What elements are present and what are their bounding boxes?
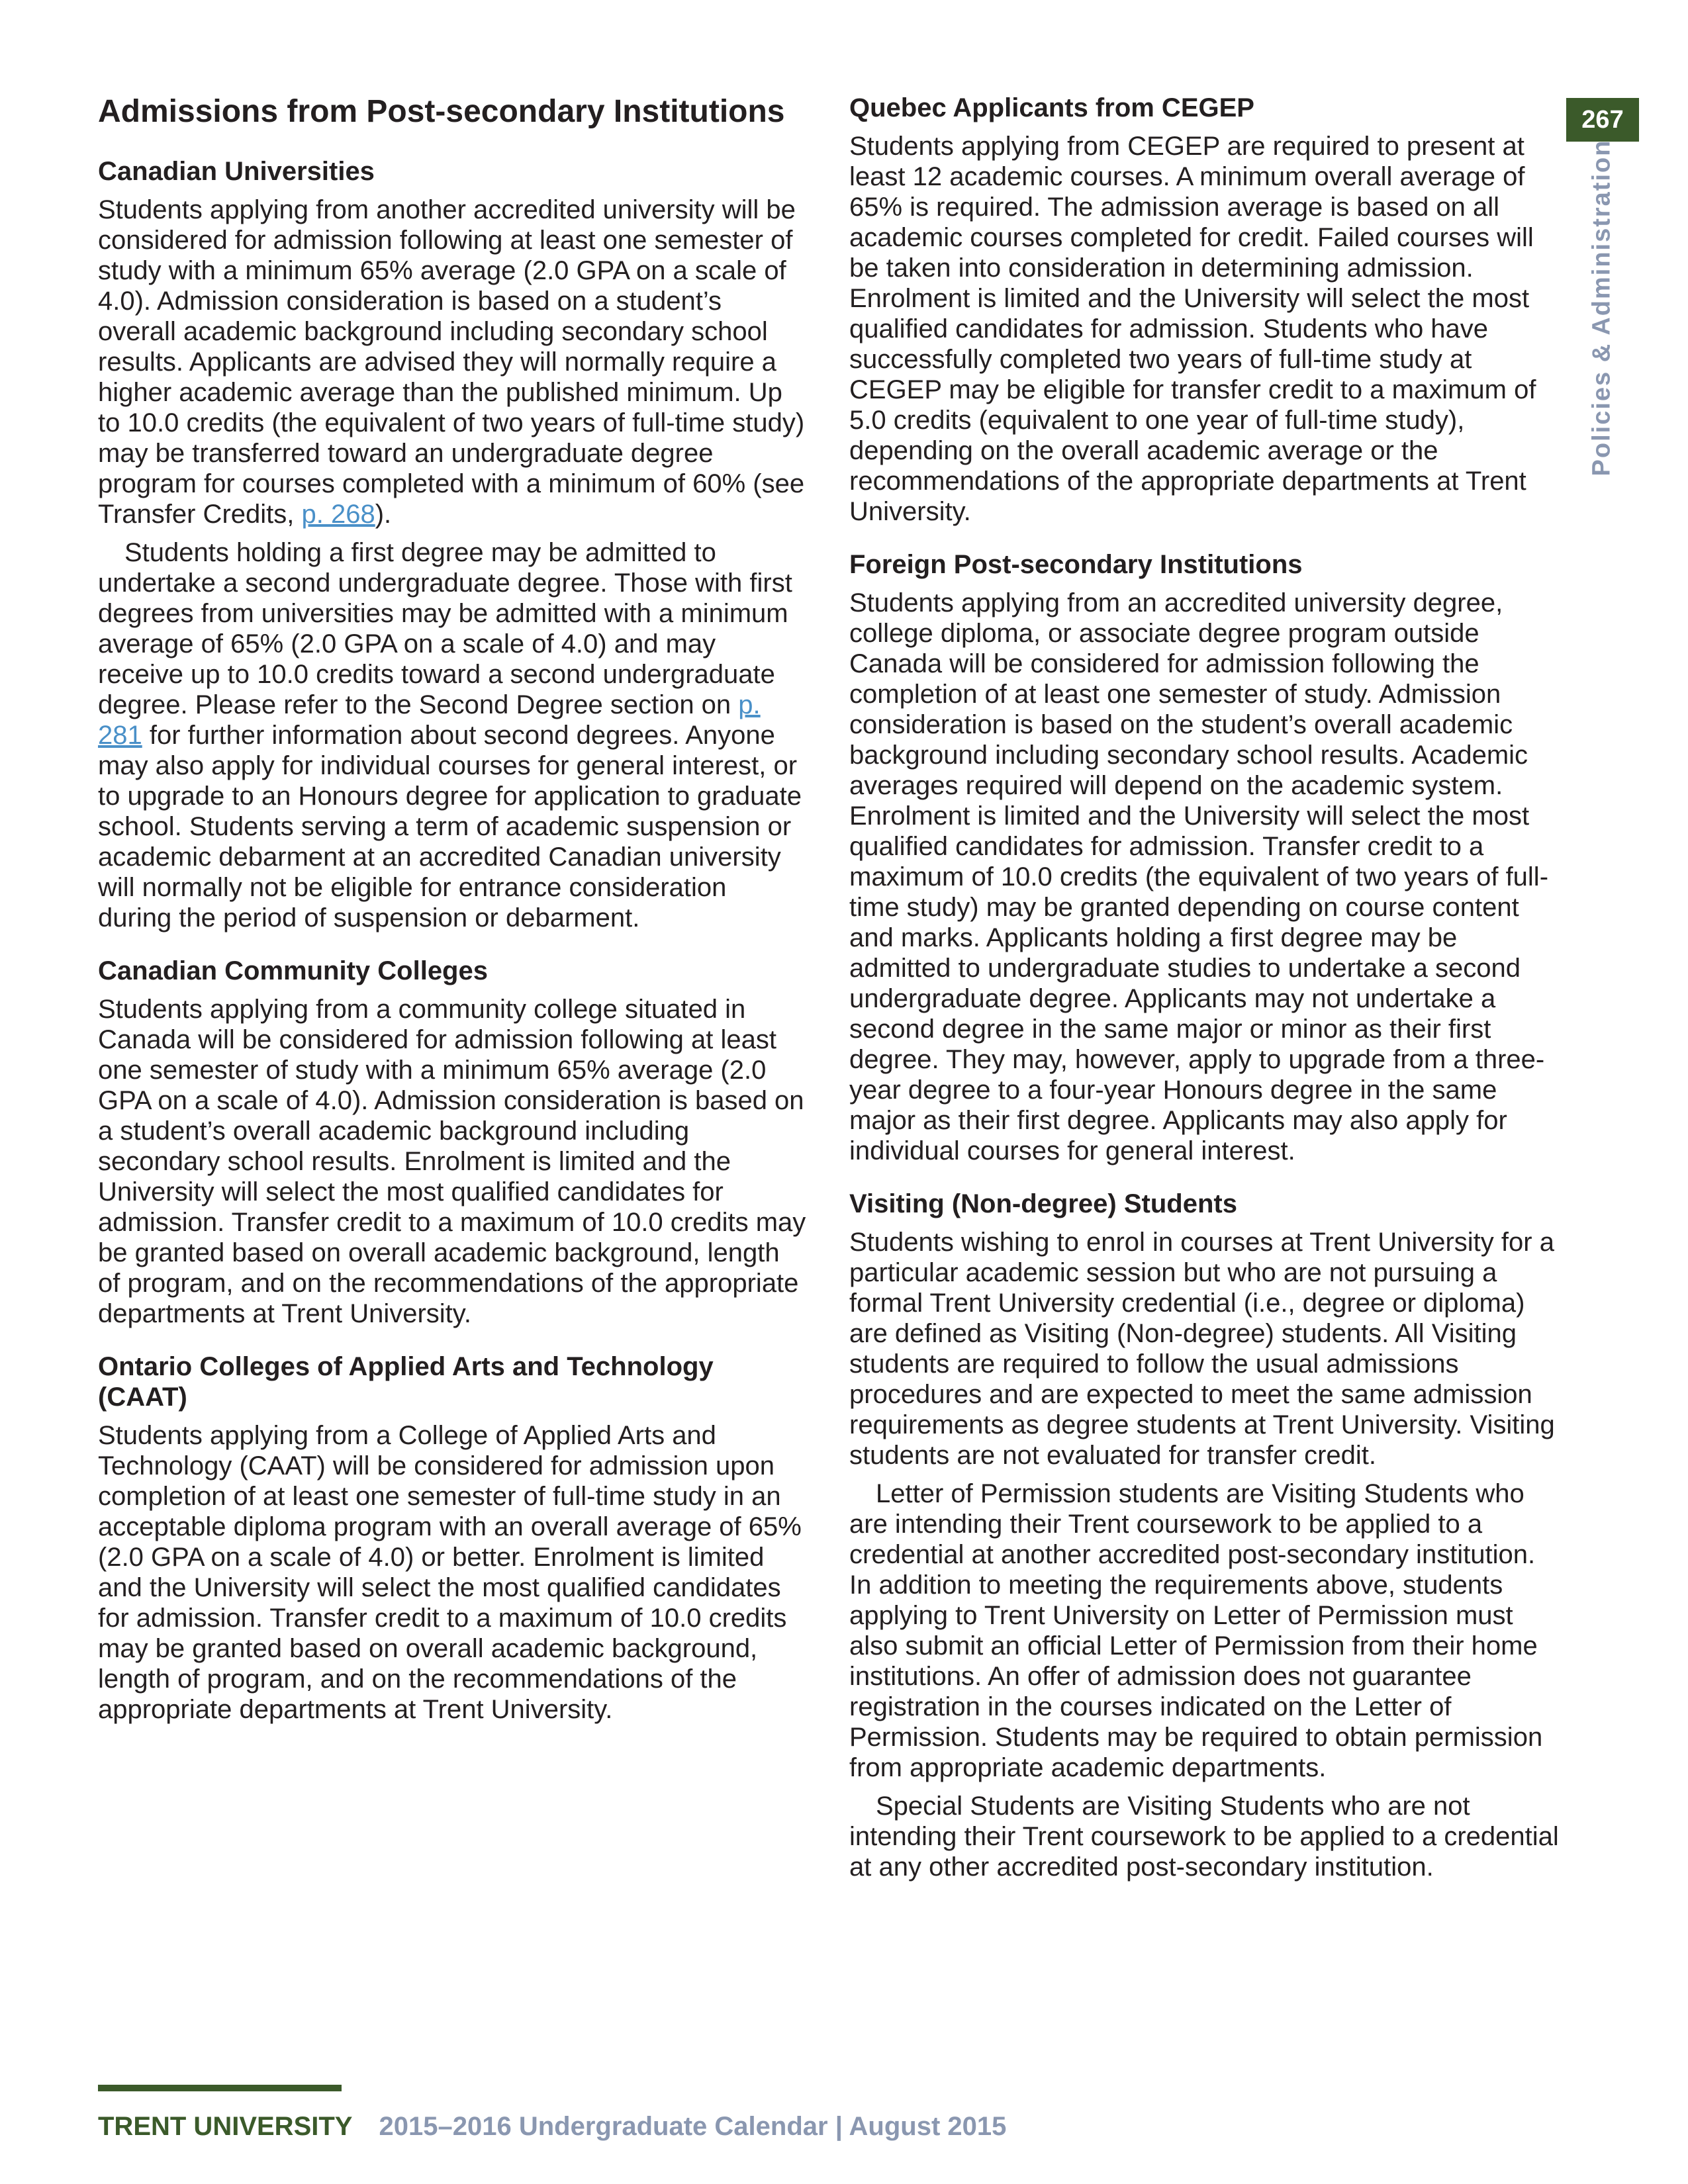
footer (98, 2110, 1006, 2143)
paragraph-text: Students applying from another accredited university will be considered for admission following at least one semester of study with a minimum 65% average (2.0 GPA on a scale of 4.0). Admission consideration is based on a student’s overall academic background including secondary school results. Applicants are advised they will normally require a higher academic average than the published minimum. Up to 10.0 credits (the equivalent of two years of full-time study) may be transferred toward an undergraduate degree program for courses completed with a minimum of 60% (see Transfer Credits, (98, 195, 805, 529)
paragraph: Students applying from a College of Applied Arts and Technology (CAAT) will be considered for admission upon completion of at least one semester of full-time study in an acceptable diploma program with an overall average of 65% (2.0 GPA on a scale of 4.0) or better. Enrolment is limited and the University will select the most qualified candidates for admission. Transfer credit to a maximum of 10.0 credits may be granted based on overall academic background, length of program, and on the recommendations of the appropriate departments at Trent University. (98, 1421, 802, 1724)
section-community-colleges (98, 956, 806, 1329)
paragraph: Special Students are Visiting Students who are not intending their Trent coursework to be applied to a credential at any other accredited post-secondary institution. (849, 1792, 1559, 1882)
paragraph: Students applying from a community college situated in Canada will be considered for admission following at least one semester of study with a minimum 65% average (2.0 GPA on a scale of 4.0). Admission consideration is based on a student’s overall academic background including secondary school results. Enrolment is limited and the University will select the most qualified candidates for admission. Transfer credit to a maximum of 10.0 credits may be granted based on overall academic background, length of program, and on the recommendations of the appropriate departments at Trent University. (98, 995, 806, 1328)
footer-rule (98, 2085, 342, 2091)
page-reference-link[interactable]: p. 281 (98, 690, 761, 750)
page-title: Admissions from Post-secondary Institutions (98, 94, 785, 129)
paragraph: Letter of Permission students are Visiting Students who are intending their Trent coursework to be applied to a credential at another accredited post-secondary institution. In addition to meeting the requirements above, students applying to Trent University on Letter of Permission must also submit an official Letter of Permission from their home institutions. An offer of admission does not guarantee registration in the courses indicated on the Letter of Permission. Students may be required to obtain permission from appropriate academic departments. (849, 1479, 1543, 1782)
section-side-label: Policies & Administration (1587, 139, 1616, 477)
paragraph: Students applying from an accredited university degree, college diploma, or associate degree program outside Canada will be considered for admission following the completion of at least one semester of study. Admission consideration is based on the student’s overall academic background including secondary school results. Academic averages required will depend on the academic system. Enrolment is limited and the University will select the most qualified candidates for admission. Transfer credit to a maximum of 10.0 credits (the equivalent of two years of full-time study) may be granted depending on course content and marks. Applicants holding a first degree may be admitted to undergraduate studies to undertake a second undergraduate degree. Applicants may not undertake a second degree in the same major or minor as their first degree. They may, however, apply to upgrade from a three-year degree to a four-year Honours degree in the same major as their first degree. Applicants may also apply for individual courses for general interest. (849, 588, 1549, 1165)
section-caat (98, 1351, 806, 1725)
section-heading: Quebec Applicants from CEGEP (849, 93, 1254, 122)
section-heading: Canadian Universities (98, 157, 375, 186)
section-heading: Foreign Post-secondary Institutions (849, 550, 1303, 579)
paragraph (98, 195, 806, 529)
page-reference-link[interactable]: p. 268 (301, 500, 375, 529)
paragraph (98, 537, 806, 933)
page-number-badge: 267 (1566, 98, 1639, 142)
paragraph-text: ). (375, 500, 392, 529)
right-column (849, 93, 1564, 1905)
footer-university: TRENT UNIVERSITY (98, 2112, 353, 2141)
section-foreign (849, 549, 1564, 1166)
section-cegep (849, 93, 1564, 527)
section-heading: Canadian Community Colleges (98, 956, 488, 985)
paragraph-text: for further information about second degrees. Anyone may also apply for individual courses for general interest, or to upgrade to an Honours degree for application to graduate school. Students serving a term of academic suspension or academic debarment at an accredited Canadian university will normally not be eligible for entrance consideration during the period of suspension or debarment. (98, 721, 802, 933)
section-heading: Ontario Colleges of Applied Arts and Technology (CAAT) (98, 1352, 714, 1412)
footer-calendar: 2015–2016 Undergraduate Calendar | August 2015 (379, 2112, 1007, 2141)
paragraph-text: Students holding a first degree may be admitted to undertake a second undergraduate degree. Those with first degrees from universities may be admitted with a minimum average of 65% (2.0 GPA on a scale of 4.0) and may receive up to 10.0 credits toward a second undergraduate degree. Please refer to the Second Degree section on (98, 538, 792, 719)
left-column (98, 93, 806, 1747)
paragraph: Students wishing to enrol in courses at Trent University for a particular academic session but who are not pursuing a formal Trent University credential (i.e., degree or diploma) are defined as Visiting (Non-degree) students. All Visiting students are required to follow the usual admissions procedures and are expected to meet the same admission requirements as degree students at Trent University. Visiting students are not evaluated for transfer credit. (849, 1228, 1555, 1470)
paragraph: Students applying from CEGEP are required to present at least 12 academic courses. A minimum overall average of 65% is required. The admission average is based on all academic courses completed for credit. Failed courses will be taken into consideration in determining admission. Enrolment is limited and the University will select the most qualified candidates for admission. Students who have successfully completed two years of full-time study at CEGEP may be eligible for transfer credit to a maximum of 5.0 credits (equivalent to one year of full-time study), depending on the overall academic average or the recommendations of the appropriate departments at Trent University. (849, 132, 1536, 526)
section-heading: Visiting (Non-degree) Students (849, 1189, 1237, 1218)
section-visiting (849, 1189, 1564, 1882)
section-canadian-universities (98, 156, 806, 933)
